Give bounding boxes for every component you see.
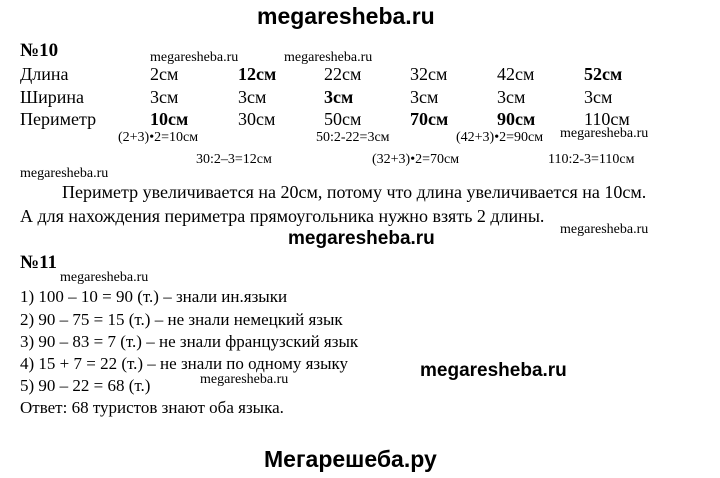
table-cell: 50см [324, 109, 362, 129]
table-cell: 3см [410, 87, 439, 107]
explanation-line: А для нахождения периметра прямоугольника нужно взять 2 длины. [20, 206, 545, 226]
table-cell: 90см [497, 109, 536, 129]
watermark-small: megaresheba.ru [560, 222, 649, 237]
table-cell: 70см [410, 109, 449, 129]
table-cell: 3см [150, 87, 179, 107]
watermark-small: megaresheba.ru [560, 126, 649, 141]
explanation-line: Периметр увеличивается на 20см, потому что длина увеличивается на 10см. [62, 182, 647, 202]
table-cell: 2см [150, 64, 179, 84]
table-cell: 52см [584, 64, 623, 84]
table-cell: 22см [324, 64, 362, 84]
calc-note: 50:2-22=3см [316, 130, 390, 145]
answer-line: Ответ: 68 туристов знают оба языка. [20, 398, 284, 417]
watermark-small: megaresheba.ru [20, 166, 109, 181]
problem-11-label: №11 [20, 252, 58, 273]
table-cell: 3см [584, 87, 613, 107]
watermark-small: megaresheba.ru [60, 270, 149, 285]
watermark-small: megaresheba.ru [200, 372, 289, 387]
watermark-top: megaresheba.ru [257, 3, 435, 29]
calc-note: 110:2-3=110см [548, 152, 635, 167]
watermark-small: megaresheba.ru [284, 50, 373, 65]
solution-line: 2) 90 – 75 = 15 (т.) – не знали немецкий язык [20, 310, 343, 329]
table-cell: 30см [238, 109, 276, 129]
solution-line: 3) 90 – 83 = 7 (т.) – не знали французский язык [20, 332, 359, 351]
table-cell: 42см [497, 64, 535, 84]
footer-watermark: Мегарешеба.ру [264, 446, 437, 472]
row-header-perimeter: Периметр [20, 109, 97, 129]
table-cell: 10см [150, 109, 189, 129]
calc-note: 30:2–3=12см [196, 152, 272, 167]
calc-note: (32+3)•2=70см [372, 152, 460, 167]
calc-note: (2+3)•2=10см [118, 130, 199, 145]
table-cell: 3см [497, 87, 526, 107]
table-cell: 3см [324, 87, 354, 107]
table-cell: 12см [238, 64, 277, 84]
solution-line: 4) 15 + 7 = 22 (т.) – не знали по одному языку [20, 354, 349, 373]
problem-10-label: №10 [20, 40, 59, 61]
table-cell: 32см [410, 64, 448, 84]
solution-line: 5) 90 – 22 = 68 (т.) [20, 376, 151, 395]
calc-note: (42+3)•2=90см [456, 130, 544, 145]
table-cell: 110см [584, 109, 630, 129]
row-header-width: Ширина [20, 87, 85, 107]
watermark-mid: megaresheba.ru [288, 228, 435, 249]
table-cell: 3см [238, 87, 267, 107]
solution-line: 1) 100 – 10 = 90 (т.) – знали ин.языки [20, 287, 288, 306]
watermark-small: megaresheba.ru [150, 50, 239, 65]
watermark-mid: megaresheba.ru [420, 360, 567, 381]
row-header-length: Длина [20, 64, 69, 84]
